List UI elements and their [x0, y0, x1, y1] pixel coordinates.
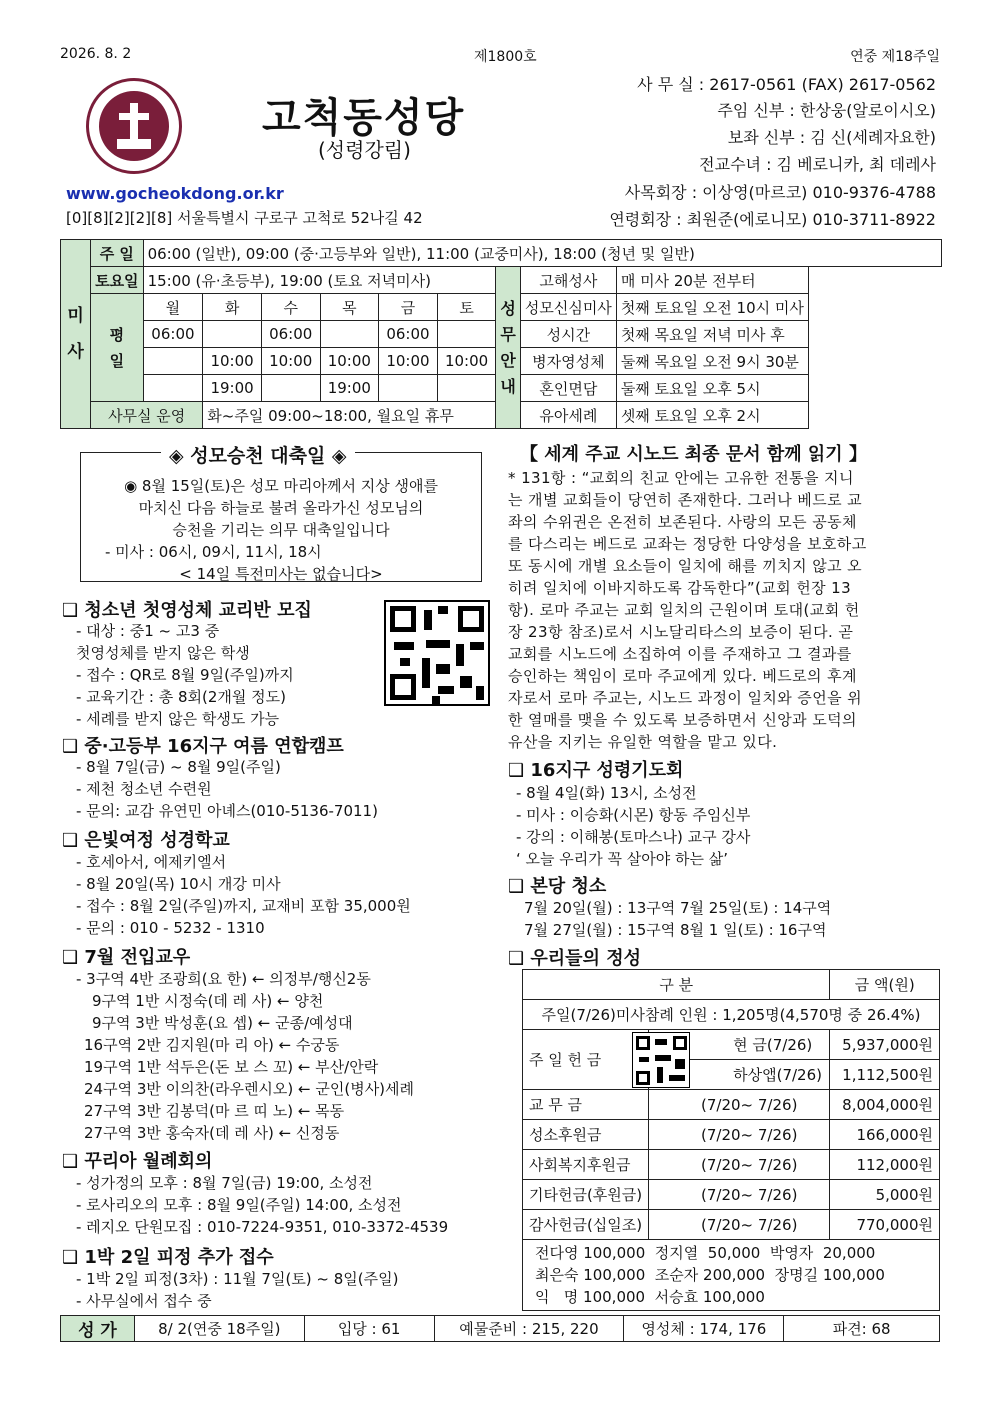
synod-line: 히려 일치에 이바지하도록 감독한다”(교회 헌장 13 [508, 579, 852, 597]
office-phone: 사 무 실 : 2617-0561 (FAX) 2617-0562 [637, 75, 936, 94]
synod-line: 교회를 시노드에 소집하여 이를 주재하고 그 결과를 [508, 645, 852, 663]
hymn-table [60, 1315, 940, 1342]
weekday-col-mon: 월 [143, 294, 203, 321]
newcomer-line: 16구역 2반 김지원(마 리 아) ← 수궁동 [84, 1036, 340, 1054]
mass-time [143, 375, 203, 402]
section-line: 첫영성체를 받지 않은 학생 [76, 644, 250, 662]
synod-line: 장 23항 참조)로서 시노달리타스의 보증이 된다. 곧 [508, 623, 854, 641]
section-line: - 제천 청소년 수련원 [76, 780, 212, 798]
cash-label: 현 금(7/26) [649, 1030, 830, 1060]
section-title: ❑ 우리들의 정성 [508, 948, 641, 969]
donor-line: 익 명 100,000 서승효 100,000 [535, 1288, 765, 1306]
synod-title: 【 세계 주교 시노드 최종 문서 함께 읽기 】 [520, 444, 867, 465]
section-title: ❑ 중·고등부 16지구 여름 연합캠프 [62, 736, 344, 757]
sisters: 전교수녀 : 김 베로니카, 최 데레사 [699, 155, 936, 174]
guide-item: 고해성사 [520, 267, 616, 294]
mass-time: 06:00 [379, 321, 438, 348]
newcomer-line: 27구역 3반 홍숙자(데 레 사) ← 신정동 [84, 1124, 340, 1142]
offering-period: (7/20~ 7/26) [649, 1210, 830, 1240]
mass-time [143, 348, 203, 375]
synod-line: 유산을 지키는 유일한 역할을 맡고 있다. [508, 733, 778, 751]
offering-amount: 8,004,000원 [830, 1090, 940, 1120]
newcomer-line: 27구역 3반 김봉덕(마 르 띠 노) ← 목동 [84, 1102, 345, 1120]
weekday-col-wed: 수 [261, 294, 320, 321]
address: [0][8][2][2][8] 서울특별시 구로구 고척로 52나길 42 [66, 209, 423, 227]
section-line: - 1박 2일 피정(3차) : 11월 7일(토) ~ 8일(주일) [76, 1270, 399, 1288]
section-line: ‘ 오늘 우리가 꼭 살아야 하는 삶’ [516, 850, 729, 868]
offering-period: (7/20~ 7/26) [649, 1120, 830, 1150]
issue-number: 제1800호 [474, 49, 537, 65]
section-line: - 레지오 단원모집 : 010-7224-9351, 010-3372-4539 [76, 1218, 449, 1236]
attendance: 주일(7/26)미사참례 인원 : 1,205명(4,570명 중 26.4%) [523, 1000, 940, 1030]
guide-item: 혼인면담 [520, 375, 616, 402]
section-title: ❑ 꾸리아 월례회의 [62, 1151, 213, 1172]
weekday-col-fri: 금 [379, 294, 438, 321]
weekday-col-tue: 화 [203, 294, 262, 321]
section-line: - 8월 7일(금) ~ 8월 9일(주일) [76, 758, 281, 776]
feast-line: 승천을 기리는 의무 대축일입니다 [172, 521, 390, 539]
guide-label: 성 무 안 내 [496, 267, 520, 429]
section-line: - 8월 4일(화) 13시, 소성전 [516, 784, 697, 802]
hymn-label: 성 가 [61, 1316, 135, 1342]
office-hours-label: 사무실 운영 [91, 402, 203, 429]
cash-amount: 5,937,000원 [830, 1030, 940, 1060]
synod-line: 좌의 수위권은 온전히 보존된다. 사랑의 모든 공동체 [508, 513, 857, 531]
section-line: - 교육기간 : 총 8회(2개월 정도) [76, 688, 286, 706]
donor-line: 전다영 100,000 정지열 50,000 박영자 20,000 [535, 1244, 876, 1262]
section-line: - 강의 : 이해봉(토마스나) 교구 강사 [516, 828, 751, 846]
section-line: - 미사 : 이승화(시몬) 항동 주임신부 [516, 806, 751, 824]
council-president: 사목회장 : 이상영(마르코) 010-9376-4788 [624, 183, 936, 202]
synod-line: 항). 로마 주교는 교회 일치의 근원이며 토대(교회 헌 [508, 601, 860, 619]
mass-time: 10:00 [261, 348, 320, 375]
donation-qr-icon[interactable] [632, 1032, 690, 1088]
issue-date: 2026. 8. 2 [60, 46, 132, 62]
newcomer-line: 24구역 3반 이의찬(라우렌시오) ← 군인(병사)세례 [84, 1080, 415, 1098]
offering-item: 감사헌금(십일조) [523, 1210, 649, 1240]
section-line: - 접수 : 8월 2일(주일)까지, 교재비 포함 35,000원 [76, 897, 411, 915]
guide-value: 첫째 목요일 저녁 미사 후 [616, 321, 808, 348]
section-title: ❑ 은빛여정 성경학교 [62, 830, 230, 851]
synod-line: 또 동시에 개별 요소들이 일치에 해를 끼치지 않고 오 [508, 557, 863, 575]
hymn-entrance: 입당 : 61 [304, 1316, 434, 1342]
synod-line: 승인하는 책임이 로마 주교에게 있다. 베드로의 후계 [508, 667, 857, 685]
hymn-date: 8/ 2(연중 18주일) [134, 1316, 304, 1342]
weekday-label: 평 일 [91, 294, 143, 402]
offering-amount: 770,000원 [830, 1210, 940, 1240]
offering-amount: 5,000원 [830, 1180, 940, 1210]
qr-code-icon[interactable] [384, 600, 490, 706]
mass-time [320, 321, 379, 348]
mass-time [261, 375, 320, 402]
section-line: - 대상 : 중1 ~ 고3 중 [76, 622, 220, 640]
parish-name: 고척동성당 [262, 95, 466, 141]
mass-label: 미 사 [61, 240, 91, 429]
mass-time [437, 321, 496, 348]
section-line: - 8월 20일(목) 10시 개강 미사 [76, 875, 281, 893]
offering-item: 사회복지후원금 [523, 1150, 649, 1180]
hymn-offertory: 예물준비 : 215, 220 [434, 1316, 624, 1342]
mass-time: 10:00 [379, 348, 438, 375]
donor-list [523, 1240, 940, 1311]
mass-time [379, 375, 438, 402]
feast-line: 마치신 다음 하늘로 불려 올라가신 성모님의 [138, 499, 424, 517]
guide-value: 매 미사 20분 전부터 [616, 267, 808, 294]
weekday-col-thu: 목 [320, 294, 379, 321]
section-line: 7월 27일(월) : 15구역 8월 1 일(토) : 16구역 [524, 921, 827, 939]
synod-line: 자로서 로마 주교는, 시노드 과정이 일치와 증언을 위 [508, 689, 863, 707]
parish-logo [86, 78, 182, 174]
sunday-label: 주 일 [91, 240, 143, 267]
saturday-label: 토요일 [91, 267, 143, 294]
sunday-offering-label: 주 일 헌 금 [523, 1030, 649, 1090]
section-title: ❑ 16지구 성령기도회 [508, 760, 684, 781]
guide-value: 둘째 목요일 오전 9시 30분 [616, 348, 808, 375]
section-line: - 접수 : QR로 8월 9일(주일)까지 [76, 666, 294, 684]
offering-header: 구 분 [523, 970, 830, 1000]
synod-line: 한 열매를 맺을 수 있도록 보증하면서 신앙과 도덕의 [508, 711, 857, 729]
app-amount: 1,112,500원 [830, 1060, 940, 1090]
assistant-priest: 보좌 신부 : 김 신(세례자요한) [727, 128, 936, 147]
offering-table [522, 969, 940, 1311]
donor-line: 최은숙 100,000 조순자 200,000 장명길 100,000 [535, 1266, 885, 1284]
offering-item: 교 무 금 [523, 1090, 649, 1120]
mass-time: 06:00 [261, 321, 320, 348]
app-label: 하상앱(7/26) [649, 1060, 830, 1090]
offering-amount: 166,000원 [830, 1120, 940, 1150]
section-title: ❑ 청소년 첫영성체 교리반 모집 [62, 600, 312, 621]
guide-value: 둘째 토요일 오후 5시 [616, 375, 808, 402]
website-link[interactable]: www.gocheokdong.or.kr [66, 184, 284, 203]
mass-schedule-table [60, 239, 942, 429]
mass-time: 19:00 [203, 375, 262, 402]
feast-line: < 14일 특전미사는 없습니다> [179, 565, 383, 583]
guide-item: 유아세례 [520, 402, 616, 429]
liturgical-week: 연중 제18주일 [850, 49, 940, 65]
guide-item: 성시간 [520, 321, 616, 348]
newcomer-line: 9구역 1반 시정숙(데 레 사) ← 양천 [92, 992, 324, 1010]
sunday-times: 06:00 (일반), 09:00 (중·고등부와 일반), 11:00 (교중미사), 18:00 (청년 및 일반) [143, 240, 941, 267]
offering-item: 성소후원금 [523, 1120, 649, 1150]
feast-line: - 미사 : 06시, 09시, 11시, 18시 [105, 543, 322, 561]
offering-period: (7/20~ 7/26) [649, 1180, 830, 1210]
synod-line: 를 다스리는 베드로 교좌는 정당한 다양성을 보호하고 [508, 535, 867, 553]
synod-line: * 131항 : “교회의 친교 안에는 고유한 전통을 지니 [508, 469, 854, 487]
mass-time: 10:00 [437, 348, 496, 375]
mass-time: 10:00 [203, 348, 262, 375]
section-line: - 성가정의 모후 : 8월 7일(금) 19:00, 소성전 [76, 1174, 373, 1192]
section-line: - 로사리오의 모후 : 8월 9일(주일) 14:00, 소성전 [76, 1196, 402, 1214]
feast-title: ◈ 성모승천 대축일 ◈ [161, 441, 355, 468]
hymn-communion: 영성체 : 174, 176 [624, 1316, 784, 1342]
feast-line: ◉ 8월 15일(토)은 성모 마리아께서 지상 생애를 [124, 477, 438, 495]
funeral-president: 연령회장 : 최원준(에로니모) 010-3711-8922 [609, 210, 936, 229]
section-line: - 호세아서, 에제키엘서 [76, 853, 227, 871]
offering-amount: 112,000원 [830, 1150, 940, 1180]
hymn-recession: 파견: 68 [784, 1316, 940, 1342]
offering-header: 금 액(원) [830, 970, 940, 1000]
feast-box [80, 445, 482, 583]
section-title: ❑ 1박 2일 피정 추가 접수 [62, 1247, 274, 1268]
section-line: - 문의 : 010 - 5232 - 1310 [76, 919, 265, 937]
mass-time: 19:00 [320, 375, 379, 402]
mass-time: 10:00 [320, 348, 379, 375]
section-line: - 세례를 받지 않은 학생도 가능 [76, 710, 280, 728]
guide-item: 성모신심미사 [520, 294, 616, 321]
guide-value: 첫째 토요일 오전 10시 미사 [616, 294, 808, 321]
weekday-col-sat: 토 [437, 294, 496, 321]
offering-period: (7/20~ 7/26) [649, 1150, 830, 1180]
guide-value: 셋째 토요일 오후 2시 [616, 402, 808, 429]
newcomer-line: 19구역 1반 석두은(돈 보 스 꼬) ← 부산/안락 [84, 1058, 379, 1076]
section-line: 7월 20일(월) : 13구역 7월 25일(토) : 14구역 [524, 899, 832, 917]
section-line: - 문의: 교감 유연민 아녜스(010-5136-7011) [76, 802, 378, 820]
section-title: ❑ 본당 청소 [508, 876, 607, 897]
mass-time [203, 321, 262, 348]
newcomer-line: 9구역 3반 박성훈(요 셉) ← 군종/예성대 [92, 1014, 353, 1032]
guide-item: 병자영성체 [520, 348, 616, 375]
mass-time [437, 375, 496, 402]
pastor: 주임 신부 : 한상웅(알로이시오) [717, 101, 936, 120]
section-title: ❑ 7월 전입교우 [62, 947, 191, 968]
section-line: - 사무실에서 접수 중 [76, 1292, 212, 1310]
offering-period: (7/20~ 7/26) [649, 1090, 830, 1120]
newcomer-line: - 3구역 4반 조광희(요 한) ← 의정부/행신2동 [76, 970, 371, 988]
synod-line: 는 개별 교회들이 당연히 존재한다. 그러나 베드로 교 [508, 491, 863, 509]
saturday-times: 15:00 (유·초등부), 19:00 (토요 저녁미사) [143, 267, 496, 294]
office-hours: 화~주일 09:00~18:00, 월요일 휴무 [203, 402, 496, 429]
offering-item: 기타헌금(후원금) [523, 1180, 649, 1210]
parish-subtitle: (성령강림) [318, 138, 411, 162]
mass-time: 06:00 [143, 321, 203, 348]
